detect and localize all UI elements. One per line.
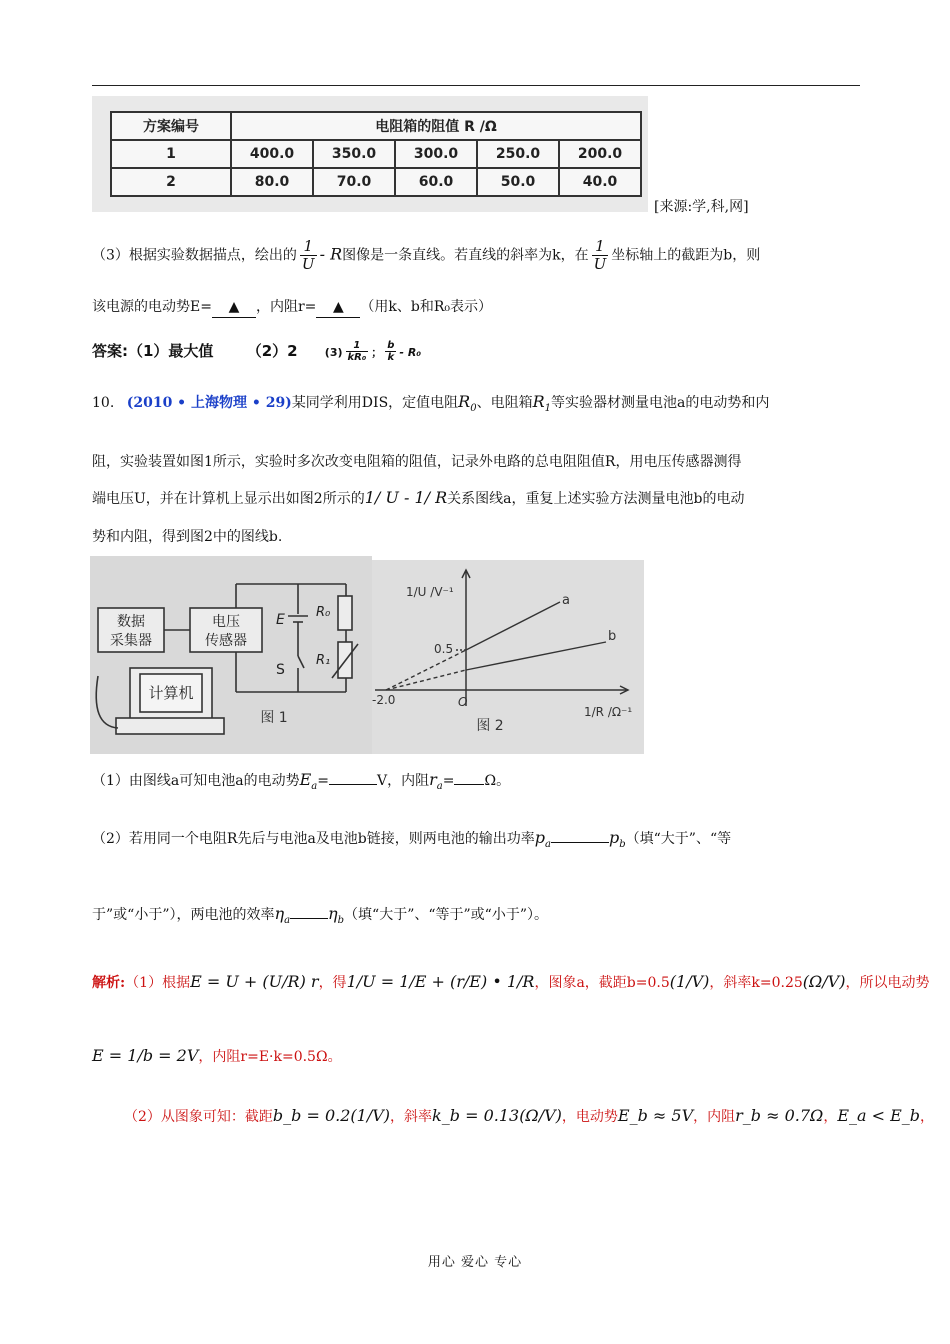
solution-text: ，图象a，截距b=0.5 (534, 975, 670, 991)
resistance-table-image (92, 96, 648, 212)
equals-sign: = (442, 773, 455, 789)
header-rule (92, 85, 860, 86)
q10-text-2: 、电阻箱 (476, 395, 533, 411)
subq2-line1 (92, 828, 731, 855)
subq2-line2-text: 于”或“小于”），两电池的效率 (92, 907, 275, 923)
q3-resistance-text: ，内阻r= (255, 299, 317, 315)
frac-den: U (593, 255, 607, 273)
solution-formula: r_b ≈ 0.7Ω (735, 1106, 824, 1125)
answer-part1: （1）最大值 (128, 342, 214, 360)
table-header-label: 方案编号 (111, 112, 231, 140)
q10-line4: 势和内阻，得到图2中的图线b. (92, 529, 283, 545)
data-collector-label-1: 数据 (117, 614, 145, 630)
table-header-row (111, 112, 641, 140)
q3-line2 (92, 297, 492, 318)
ra-symbol: r (429, 770, 437, 789)
frac-num: 1 (592, 238, 609, 256)
pb-symbol: p (608, 828, 620, 847)
question-number: 10. (92, 395, 115, 411)
table-row (111, 168, 641, 196)
switch-label: S (276, 662, 285, 678)
r1-subscript: 1 (544, 403, 552, 414)
pa-symbol: p (534, 828, 546, 847)
solution-formula: k_b = 0.13(Ω/V) (432, 1106, 562, 1125)
source-note: [来源:学,科,网] (654, 199, 749, 215)
table-cell: 60.0 (395, 168, 477, 196)
solution-label: 解析: (92, 975, 126, 991)
answer-blank (454, 784, 484, 785)
answer-blank-triangle: ▲ (316, 297, 360, 318)
table-cell: 1 (111, 140, 231, 168)
table-cell: 50.0 (477, 168, 559, 196)
solution-text: ，内阻r=E·k=0.5Ω。 (198, 1049, 342, 1065)
voltage-sensor-label-2: 传感器 (205, 633, 247, 649)
answer-label: 答案: (92, 342, 128, 360)
q10-line1 (92, 392, 769, 419)
solution-unit: (1/V) (669, 972, 710, 991)
solution-formula: E_a < E_b (837, 1106, 921, 1125)
experiment-figures (90, 556, 644, 754)
frac-num: b (387, 340, 395, 351)
q3-emf-text: 该电源的电动势E= (92, 299, 212, 315)
solution-line3 (124, 1106, 934, 1127)
frac-den: kR₀ (347, 352, 367, 363)
q10-text-3: 等实验器材测量电池a的电动势和内 (551, 395, 770, 411)
solution-text: ，内阻 (693, 1109, 736, 1125)
solution-formula: E_b ≈ 5V (617, 1106, 694, 1125)
answer-blank (551, 842, 609, 843)
solution-text: ，得 (318, 975, 347, 991)
subq1-unit2-text: Ω。 (484, 773, 511, 789)
tick-label-0-5: 0.5 (434, 642, 454, 656)
answer-fraction-b (385, 340, 396, 363)
eta-a-symbol: η (274, 904, 285, 923)
subq2-text: （2）若用同一个电阻R先后与电池a及电池b链接，则两电池的输出功率 (92, 831, 535, 847)
eta-b-subscript: b (337, 915, 345, 926)
solution-text: ，斜率 (390, 1109, 433, 1125)
tick-label-minus-2: -2.0 (372, 693, 396, 707)
q10-line2: 阻，实验装置如图1所示，实验时多次改变电阻箱的阻值，记录外电路的总电阻阻值R，用电压传感器测得 (92, 454, 742, 470)
q3-minus-r: - R (319, 244, 343, 264)
q3-line1 (92, 238, 760, 273)
solution-line1 (92, 972, 929, 993)
q10-text-3b: 关系图线a，重复上述实验方法测量电池b的电动 (447, 491, 745, 507)
table-cell: 400.0 (231, 140, 313, 168)
answer-blank-triangle: ▲ (212, 297, 256, 318)
q3-text-2: 图像是一条直线。若直线的斜率为k，在 (342, 247, 589, 264)
answer-fraction-a (346, 340, 369, 363)
q10-text-3a: 端电压U，并在计算机上显示出如图2所示的 (92, 491, 365, 507)
solution-unit: (Ω/V) (802, 972, 846, 991)
voltage-sensor-label-1: 电压 (212, 614, 240, 630)
frac-den: k (387, 352, 395, 363)
resistance-table (110, 111, 642, 197)
solution-text: ， (823, 1109, 838, 1125)
origin-label: O (458, 695, 468, 709)
q3-text-1: （3）根据实验数据描点，绘出的 (92, 247, 297, 264)
frac-num: 1 (346, 340, 369, 352)
answer-line (92, 340, 421, 363)
solution-line2 (92, 1046, 342, 1067)
subq2-text-2: （填“大于”、“等 (625, 831, 732, 847)
subq2-line2 (92, 904, 548, 931)
solution-text: （1）根据 (125, 975, 191, 991)
r1-symbol: R (532, 392, 545, 411)
solution-formula: 1/U = 1/E + (r/E) • 1/R (346, 972, 535, 991)
line-b-label: b (608, 629, 617, 644)
answer-sep: ； (371, 346, 383, 359)
table-cell: 2 (111, 168, 231, 196)
q10-line3 (92, 488, 744, 509)
r0-label: R₀ (316, 605, 331, 620)
subq1-line (92, 770, 510, 797)
subq2-line2-text-b: （填“大于”、“等于”或“小于”）。 (344, 907, 548, 923)
table-cell: 200.0 (559, 140, 641, 168)
answer-tail: - R₀ (399, 346, 422, 359)
table-cell: 300.0 (395, 140, 477, 168)
solution-text: （2）从图象可知：截距 (124, 1109, 273, 1125)
fraction-1-over-u (300, 238, 317, 273)
ea-symbol: E (299, 770, 312, 789)
table-cell: 80.0 (231, 168, 313, 196)
ra-subscript: a (436, 781, 443, 792)
pb-subscript: b (619, 839, 626, 850)
q10-text-1: 某同学利用DIS，定值电阻 (291, 395, 459, 411)
pa-subscript: a (545, 839, 551, 850)
solution-formula: b_b = 0.2(1/V) (272, 1106, 391, 1125)
y-axis-label: 1/U /V⁻¹ (406, 585, 454, 599)
figure2-caption: 图 2 (476, 718, 504, 734)
solution-formula: E = 1/b = 2V (92, 1046, 199, 1065)
x-axis-label: 1/R /Ω⁻¹ (584, 705, 633, 719)
solution-text: ，斜率k=0.25 (709, 975, 803, 991)
line-a-label: a (562, 593, 570, 608)
answer-part2: （2）2 (246, 342, 298, 360)
solution-formula: E = U + (U/R) r (190, 972, 319, 991)
table-header-value: 电阻箱的阻值 R /Ω (231, 112, 641, 140)
solution-text: ，电动势 (561, 1109, 618, 1125)
data-collector-label-2: 采集器 (110, 633, 152, 649)
subq1-text: （1）由图线a可知电池a的电动势 (92, 773, 300, 789)
r0-symbol: R (458, 392, 471, 411)
question-source: (2010 • 上海物理 • 29) (126, 395, 292, 411)
table-cell: 250.0 (477, 140, 559, 168)
answer-blank (290, 918, 328, 919)
solution-text: ，所以电动势 (845, 975, 930, 991)
frac-den: U (301, 255, 315, 273)
answer-part3-label: (3) (324, 346, 343, 359)
resistor-r0 (338, 596, 352, 630)
eta-b-symbol: η (328, 904, 338, 923)
solution-text: ， (920, 1109, 935, 1125)
q3-text-3: 坐标轴上的截距为b，则 (611, 247, 761, 264)
emf-label: E (276, 612, 285, 628)
table-row (111, 140, 641, 168)
fraction-1-over-u (592, 238, 609, 273)
q10-formula: 1/ U - 1/ R (364, 488, 448, 507)
frac-num: 1 (300, 238, 317, 256)
ea-subscript: a (311, 781, 318, 792)
r0-subscript: 0 (470, 403, 477, 414)
q3-note-text: （用k、b和R₀表示） (360, 299, 492, 315)
equals-sign: = (317, 773, 329, 789)
eta-a-subscript: a (284, 915, 291, 926)
table-cell: 70.0 (313, 168, 395, 196)
page-footer: 用心 爱心 专心 (427, 1255, 523, 1270)
answer-blank (329, 784, 377, 785)
table-cell: 40.0 (559, 168, 641, 196)
figure1-caption: 图 1 (260, 710, 288, 726)
table-cell: 350.0 (313, 140, 395, 168)
subq1-unit-text: V，内阻 (377, 773, 430, 789)
computer-label: 计算机 (148, 684, 194, 702)
r1-label: R₁ (316, 653, 331, 668)
